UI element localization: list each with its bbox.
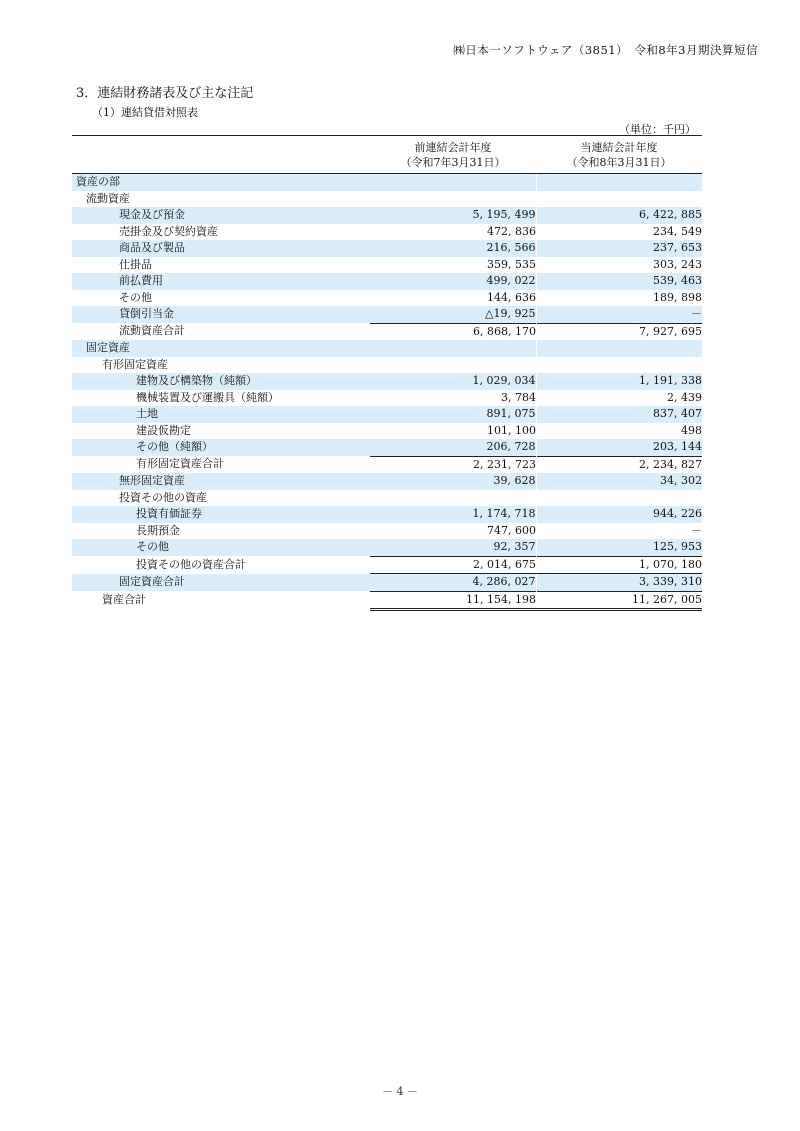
prev-year-column-header xyxy=(370,136,536,174)
table-row xyxy=(72,439,702,456)
curr-value: 234, 549 xyxy=(653,224,702,238)
curr-year-heading: 当連結会計年度 xyxy=(580,140,658,154)
row-label: 有形固定資産 xyxy=(102,357,168,371)
prev-value xyxy=(370,174,536,191)
prev-value: 6, 868, 170 xyxy=(370,323,536,340)
curr-value: 837, 407 xyxy=(536,406,702,423)
row-label: 資産の部 xyxy=(72,174,370,191)
table-row xyxy=(72,523,702,540)
table-row xyxy=(72,506,702,523)
row-label: 投資その他の資産合計 xyxy=(136,557,246,571)
prev-value xyxy=(370,191,536,208)
curr-value: 203, 144 xyxy=(536,439,702,456)
prev-value: 499, 022 xyxy=(370,273,536,290)
curr-value: 1, 070, 180 xyxy=(536,556,702,574)
table-row xyxy=(72,456,702,473)
prev-value xyxy=(370,340,536,357)
table-row xyxy=(72,273,702,290)
table-row xyxy=(72,323,702,340)
curr-year-date: （令和8年3月31日） xyxy=(566,155,672,169)
row-label: 建設仮勘定 xyxy=(136,423,191,437)
prev-value: 4, 286, 027 xyxy=(370,574,536,592)
row-label: 前払費用 xyxy=(72,273,370,290)
curr-value: 189, 898 xyxy=(653,290,702,304)
curr-value: 303, 243 xyxy=(653,257,702,271)
table-row xyxy=(72,406,702,423)
curr-value: 944, 226 xyxy=(536,506,702,523)
row-label: 仕掛品 xyxy=(119,257,152,271)
table-row xyxy=(72,340,702,357)
curr-value xyxy=(536,174,702,191)
row-label: 投資その他の資産 xyxy=(119,490,207,504)
table-row xyxy=(72,473,702,490)
table-row xyxy=(72,423,702,440)
prev-value: 472, 836 xyxy=(487,224,536,238)
curr-value: 2, 234, 827 xyxy=(536,456,702,473)
prev-value: 144, 636 xyxy=(487,290,536,304)
table-row xyxy=(72,556,702,574)
row-label: その他（純額） xyxy=(72,439,370,456)
curr-value xyxy=(536,340,702,357)
balance-sheet-table xyxy=(72,135,702,611)
prev-value: 891, 075 xyxy=(370,406,536,423)
curr-value xyxy=(536,191,702,208)
table-row xyxy=(72,240,702,257)
curr-value xyxy=(536,490,702,507)
row-label: 機械装置及び運搬具（純額） xyxy=(136,390,279,404)
curr-value: － xyxy=(691,523,702,537)
prev-value xyxy=(370,357,536,374)
row-label: 建物及び構築物（純額） xyxy=(72,373,370,390)
prev-year-date: （令和7年3月31日） xyxy=(400,155,506,169)
prev-value: 747, 600 xyxy=(487,523,536,537)
prev-value: 92, 357 xyxy=(370,539,536,556)
curr-value: 34, 302 xyxy=(536,473,702,490)
prev-value xyxy=(370,490,536,507)
row-label: その他 xyxy=(72,539,370,556)
row-label: 現金及び預金 xyxy=(72,207,370,224)
curr-value: 1, 191, 338 xyxy=(536,373,702,390)
table-row xyxy=(72,490,702,507)
prev-value: 3, 784 xyxy=(501,390,536,404)
table-row xyxy=(72,390,702,407)
label-column-header xyxy=(72,136,370,174)
curr-value: － xyxy=(536,306,702,323)
curr-value: 3, 339, 310 xyxy=(536,574,702,592)
prev-value: 2, 231, 723 xyxy=(370,456,536,473)
curr-value: 237, 653 xyxy=(536,240,702,257)
table-row xyxy=(72,306,702,323)
curr-value: 6, 422, 885 xyxy=(536,207,702,224)
curr-value: 539, 463 xyxy=(536,273,702,290)
unit-label: （単位：千円） xyxy=(619,123,696,136)
prev-value: 101, 100 xyxy=(487,423,536,437)
section-title: 3．連結財務諸表及び主な注記 xyxy=(76,86,254,101)
prev-value: 5, 195, 499 xyxy=(370,207,536,224)
prev-value: △19, 925 xyxy=(370,306,536,323)
prev-value: 216, 566 xyxy=(370,240,536,257)
prev-value: 11, 154, 198 xyxy=(370,591,536,610)
row-label: 流動資産 xyxy=(86,191,130,205)
curr-value: 7, 927, 695 xyxy=(536,323,702,340)
prev-value: 39, 628 xyxy=(370,473,536,490)
row-label: 固定資産合計 xyxy=(72,574,370,592)
table-row xyxy=(72,357,702,374)
table-row xyxy=(72,373,702,390)
curr-value: 11, 267, 005 xyxy=(536,591,702,610)
prev-year-heading: 前連結会計年度 xyxy=(414,140,492,154)
table-row xyxy=(72,257,702,274)
prev-value: 359, 535 xyxy=(487,257,536,271)
row-label: 売掛金及び契約資産 xyxy=(119,224,218,238)
row-label: 貸倒引当金 xyxy=(72,306,370,323)
curr-value: 2, 439 xyxy=(667,390,702,404)
row-label: 土地 xyxy=(72,406,370,423)
page-number: － 4 － xyxy=(382,1085,418,1098)
table-row xyxy=(72,224,702,241)
table-row xyxy=(72,574,702,592)
row-label: 商品及び製品 xyxy=(72,240,370,257)
curr-value xyxy=(536,357,702,374)
table-row xyxy=(72,290,702,307)
prev-value: 2, 014, 675 xyxy=(370,556,536,574)
subsection-title: （1）連結貸借対照表 xyxy=(92,106,198,119)
row-label: 長期預金 xyxy=(136,523,180,537)
prev-value: 1, 029, 034 xyxy=(370,373,536,390)
table-row xyxy=(72,174,702,191)
table-row xyxy=(72,191,702,208)
table-row xyxy=(72,207,702,224)
table-row xyxy=(72,539,702,556)
prev-value: 1, 174, 718 xyxy=(370,506,536,523)
row-label: その他 xyxy=(119,290,152,304)
table-header-row xyxy=(72,136,702,174)
row-label: 固定資産 xyxy=(72,340,370,357)
curr-value: 498 xyxy=(681,423,702,437)
row-label: 投資有価証券 xyxy=(72,506,370,523)
report-header: ㈱日本一ソフトウェア（3851） 令和8年3月期決算短信 xyxy=(453,43,758,57)
row-label: 無形固定資産 xyxy=(72,473,370,490)
row-label: 有形固定資産合計 xyxy=(136,457,224,471)
table-row xyxy=(72,591,702,610)
curr-year-column-header xyxy=(536,136,702,174)
row-label: 資産合計 xyxy=(102,593,146,606)
prev-value: 206, 728 xyxy=(370,439,536,456)
row-label: 流動資産合計 xyxy=(119,324,185,338)
curr-value: 125, 953 xyxy=(536,539,702,556)
